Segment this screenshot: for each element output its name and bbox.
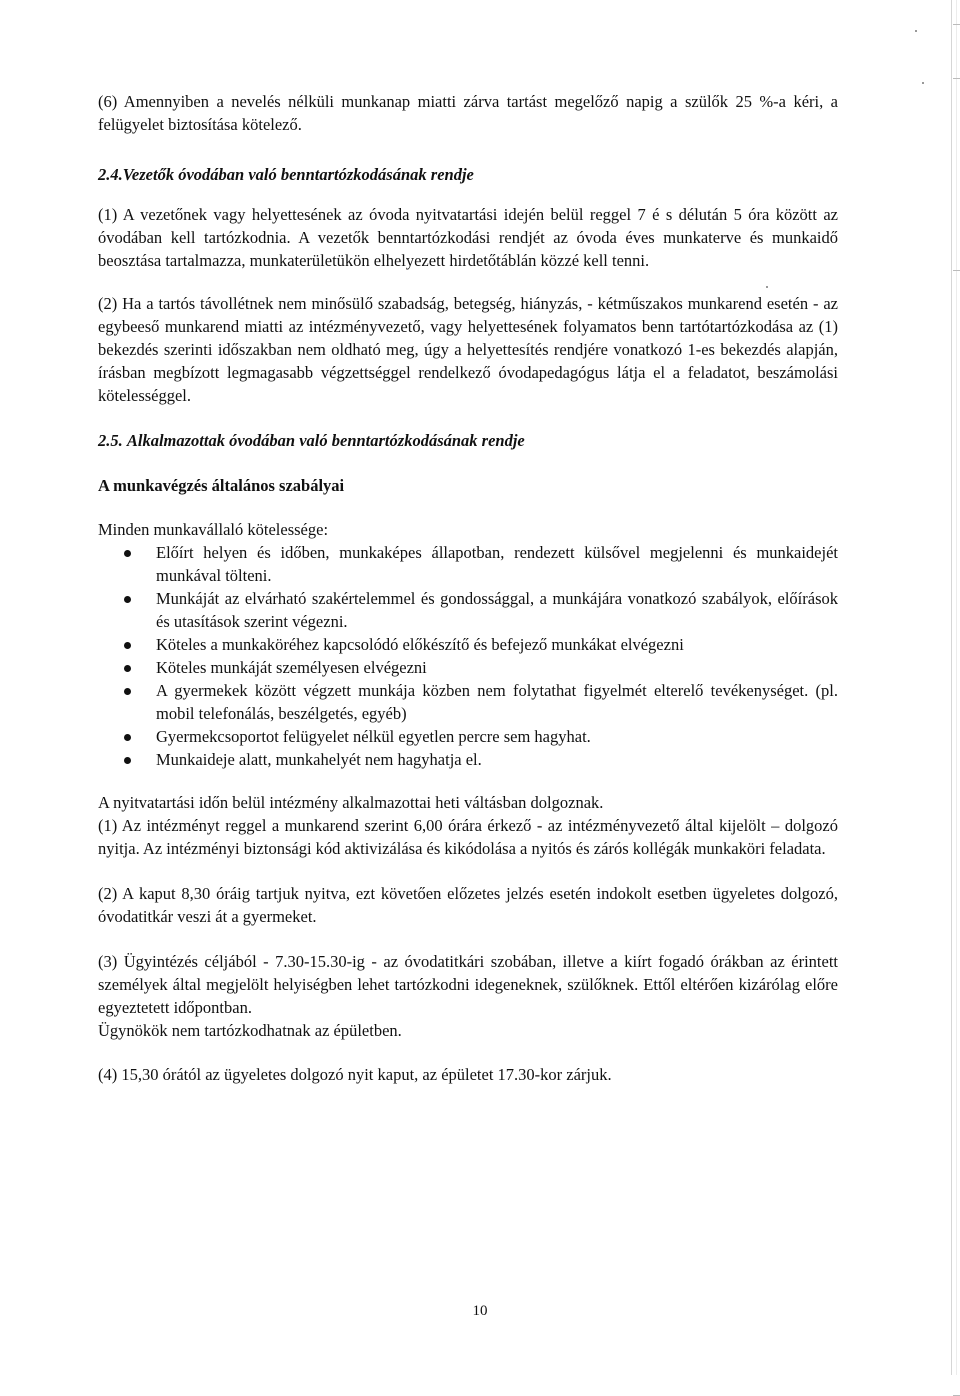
list-item <box>98 633 838 656</box>
list-item <box>98 748 838 771</box>
page-number: 10 <box>472 1303 488 1319</box>
scan-speck <box>915 30 917 32</box>
list-item-text: Köteles a munkaköréhez kapcsolódó előkészítő és befejező munkákat elvégezni <box>156 635 684 654</box>
bullet-icon <box>124 550 131 557</box>
rules-heading: A munkavégzés általános szabályai <box>98 476 345 495</box>
list-item-text: Előírt helyen és időben, munkaképes állapotban, rendezett külsővel megjelenni és munkaidejét munkával tölteni. <box>156 543 838 585</box>
bullet-icon <box>124 688 131 695</box>
section-number: 2.4. <box>98 165 123 184</box>
list-item-text: Munkaideje alatt, munkahelyét nem hagyhatja el. <box>156 750 482 769</box>
shift-paragraph-2: (2) A kaput 8,30 óráig tartjuk nyitva, ezt követően előzetes jelzés esetén indokolt esetben ügyeletes dolgozó, óvodatitkár veszi át a gyermeket. <box>98 884 838 926</box>
section-title: Alkalmazottak óvodában való benntartózkodásának rendje <box>126 431 525 450</box>
bullet-icon <box>124 596 131 603</box>
duty-list <box>98 541 838 771</box>
scan-mark <box>953 78 960 79</box>
list-item <box>98 725 838 748</box>
bullet-icon <box>124 665 131 672</box>
section-2-4-heading <box>98 163 838 186</box>
shift-intro: A nyitvatartási időn belül intézmény alkalmazottai heti váltásban dolgoznak. <box>98 793 604 812</box>
duty-intro: Minden munkavállaló kötelessége: <box>98 520 329 539</box>
list-item-text: Munkáját az elvárható szakértelemmel és gondossággal, a munkájára vonatkozó szabályok, előírások és utasítások szerint végezni. <box>156 589 838 631</box>
scan-mark <box>953 24 960 25</box>
scan-edge-line <box>951 0 952 1375</box>
list-item <box>98 656 838 679</box>
bullet-icon <box>124 642 131 649</box>
document-page <box>98 90 838 1086</box>
list-item-text: Köteles munkáját személyesen elvégezni <box>156 658 427 677</box>
section-2-4-paragraph-2: (2) Ha a tartós távollétnek nem minősülő szabadság, betegség, hiányzás, - kétműszakos munkarend esetén - az egybeeső munkarend miatti az intézményvezető, vagy helyettesének folyamatos benn tartótartózkodása az (1) bekezdés szerinti időszakban nem oldható meg, úgy a helyettesítés rendjére vonatkozó 1-es bekezdés alapján, írásban megbízott legmagasabb végzettséggel rendelkező óvodapedagógus látja el a feladatot, beszámolási kötelességgel. <box>98 294 838 405</box>
section-2-4-paragraph-1: (1) A vezetőnek vagy helyettesének az óvoda nyitvatartási idején belül reggel 7 é s délután 5 óra között az óvodában kell tartózkodnia. A vezetők benntartózkodási rendjét az óvoda éves munkaterve és munkaidő beosztása tartalmazza, munkaterületükön elhelyezett hirdetőtáblán közzé kell tenni. <box>98 205 838 270</box>
bullet-icon <box>124 757 131 764</box>
scan-speck <box>922 82 924 84</box>
list-item-text: A gyermekek között végzett munkája közben nem folytathat figyelmét elterelő tevékenységet. (pl. mobil telefonálás, beszélgetés, egyéb) <box>156 681 838 723</box>
list-item <box>98 541 838 587</box>
shift-paragraph-4: (4) 15,30 órától az ügyeletes dolgozó nyit kaput, az épületet 17.30-kor zárjuk. <box>98 1065 612 1084</box>
scan-edge-line-outer <box>956 0 957 1375</box>
list-item <box>98 587 838 633</box>
section-number: 2.5. <box>98 431 123 450</box>
paragraph-6: (6) Amennyiben a nevelés nélküli munkanap miatti zárva tartást megelőző napig a szülők 25 %-a kéri, a felügyelet biztosítása kötelező. <box>98 92 838 134</box>
scan-mark <box>953 270 960 271</box>
section-title: Vezetők óvodában való benntartózkodásának rendje <box>122 165 474 184</box>
bullet-icon <box>124 734 131 741</box>
list-item <box>98 679 838 725</box>
shift-paragraph-3-note: Ügynökök nem tartózkodhatnak az épületben. <box>98 1021 402 1040</box>
shift-paragraph-3: (3) Ügyintézés céljából - 7.30-15.30-ig - az óvodatitkári szobában, illetve a kiírt fogadó órákban az érintett személyek által megjelölt helyiségben lehet tartózkodni idegeneknek, szülőknek. Ettől eltérően kizárólag előre egyeztetett időpontban. <box>98 952 838 1017</box>
shift-paragraph-1: (1) Az intézményt reggel a munkarend szerint 6,00 órára érkező - az intézményvezető által kijelölt – dolgozó nyitja. Az intézményi biztonsági kód aktivizálása és kikódolása a nyitós és zárós kollégák munkaköri feladata. <box>98 816 838 858</box>
list-item-text: Gyermekcsoportot felügyelet nélkül egyetlen percre sem hagyhat. <box>156 727 591 746</box>
section-2-5-heading <box>98 429 838 452</box>
